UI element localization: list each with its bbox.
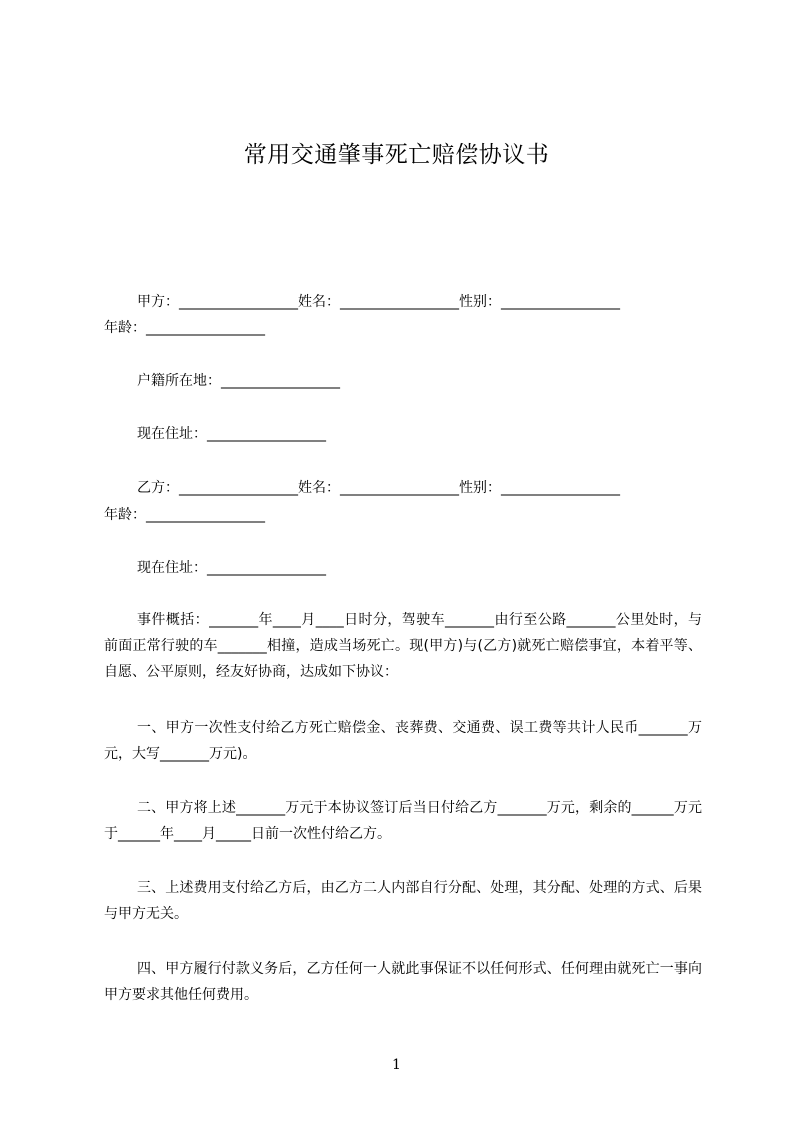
party-a-household-line: 户籍所在地：_________________ [137,373,340,389]
clause-2: 二、甲方将上述_______万元于本协议签订后当日付给乙方_______万元，剩余的______万元于______年____月_____日前一次性付给乙方。 [104,800,702,842]
party-b-age-line: 年龄：_________________ [104,507,265,523]
party-b-address-line: 现在住址：_________________ [137,560,326,576]
incident-summary: 事件概括：_______年____月____日时分，驾驶车_______由行至公路_______公里处时，与前面正常行驶的车_______相撞，造成当场死亡。现(甲方)与(乙方)就死亡赔偿事宜，本着平等、自愿、公平原则，经友好协商，达成如下协议： [104,612,702,680]
clause-4: 四、甲方履行付款义务后，乙方任何一人就此事保证不以任何形式、任何理由就死亡一事向甲方要求其他任何费用。 [104,961,702,1003]
clause-3: 三、上述费用支付给乙方后，由乙方二人内部自行分配、处理，其分配、处理的方式、后果与甲方无关。 [104,880,702,922]
party-a-address-line: 现在住址：_________________ [137,426,326,442]
clause-1: 一、甲方一次性支付给乙方死亡赔偿金、丧葬费、交通费、误工费等共计人民币_______万元，大写_______万元)。 [104,720,702,762]
page-number: 1 [392,1057,401,1073]
party-a-info-line: 甲方：_________________姓名：_________________性别：_________________ [137,294,620,310]
party-a-age-line: 年龄：_________________ [104,320,265,336]
party-b-info-line: 乙方：_________________姓名：_________________性别：_________________ [137,480,620,496]
document-title: 常用交通肇事死亡赔偿协议书 [243,142,550,168]
